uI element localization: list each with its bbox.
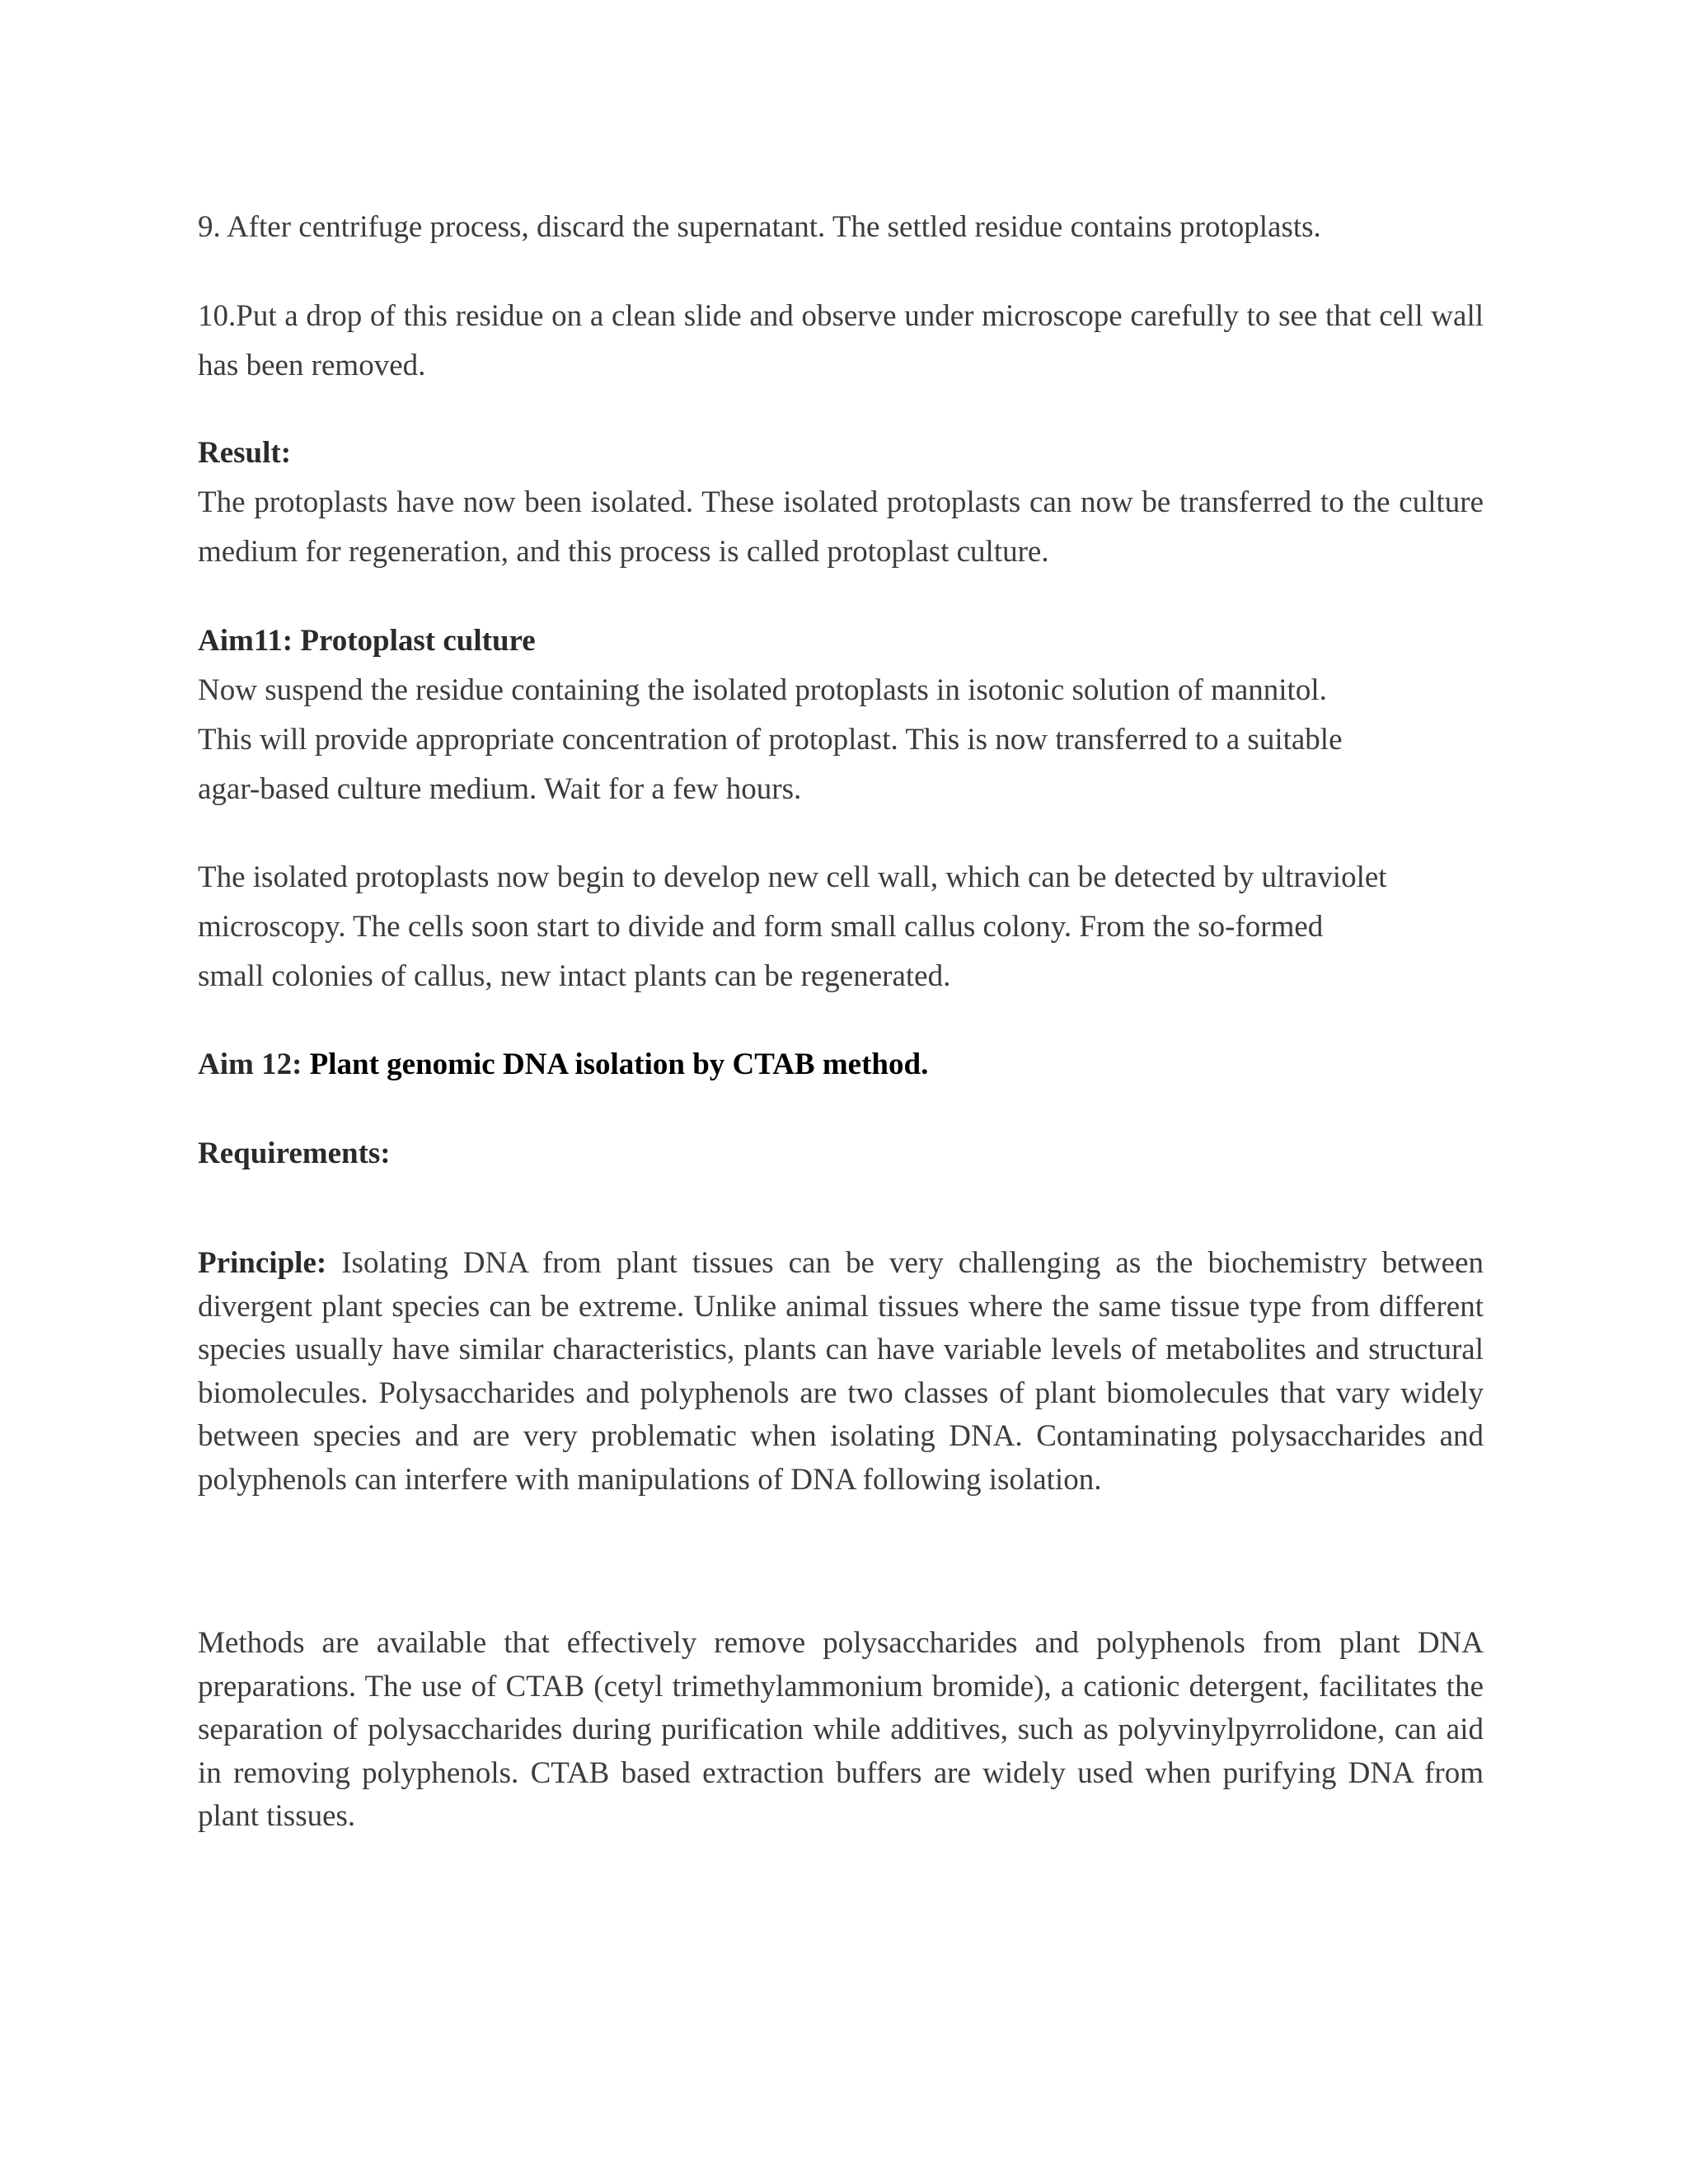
aim11-line: This will provide appropriate concentration of protoplast. This is now transferred to a suitable (198, 723, 1343, 757)
aim11-line: microscopy. The cells soon start to divide and form small callus colony. From the so-formed (198, 910, 1324, 944)
principle-label: Principle: (198, 1246, 327, 1280)
result-heading: Result: (198, 436, 292, 470)
aim12-prefix: Aim 12: (198, 1047, 302, 1081)
methods-paragraph: Methods are available that effectively remove polysaccharides and polyphenols from plant DNA preparations. The use of CTAB (cetyl trimethylammonium bromide), a cationic detergent, facilitates the separation of polysaccharides during purification while additives, such as polyvinylpyrrolidone, can aid in removing polyphenols. CTAB based extraction buffers are widely used when purifying DNA from plant tissues. (198, 1626, 1484, 1833)
aim11-paragraph-2 (198, 853, 1484, 1001)
aim11-line: small colonies of callus, new intact plants can be regenerated. (198, 959, 951, 993)
aim11-line: Now suspend the residue containing the isolated protoplasts in isotonic solution of mannitol. (198, 673, 1327, 707)
aim11-line: The isolated protoplasts now begin to develop new cell wall, which can be detected by ultraviolet (198, 860, 1387, 894)
step-9-text: 9. After centrifuge process, discard the supernatant. The settled residue contains protoplasts. (198, 210, 1321, 244)
aim12-title: Plant genomic DNA isolation by CTAB method. (309, 1047, 929, 1081)
aim12-heading (198, 1040, 1484, 1090)
principle-text: Isolating DNA from plant tissues can be very challenging as the biochemistry between divergent plant species can be extreme. Unlike animal tissues where the same tissue type from different species usually have similar characteristics, plants can have variable levels of metabolites and structural biomolecules. Polysaccharides and polyphenols are two classes of plant biomolecules that vary widely between species and are very problematic when isolating DNA. Contaminating polysaccharides and polyphenols can interfere with manipulations of DNA following isolation. (198, 1246, 1484, 1497)
result-text: The protoplasts have now been isolated. These isolated protoplasts can now be transferred to the culture medium for regeneration, and this process is called protoplast culture. (198, 485, 1484, 569)
principle-paragraph (198, 1242, 1484, 1502)
step-10-text: 10.Put a drop of this residue on a clean slide and observe under microscope carefully to see that cell wall has been removed. (198, 299, 1484, 382)
aim11-paragraph-1 (198, 666, 1484, 814)
aim11-line: agar-based culture medium. Wait for a few hours. (198, 772, 802, 806)
requirements-heading: Requirements: (198, 1137, 391, 1170)
aim11-heading: Aim11: Protoplast culture (198, 624, 536, 658)
